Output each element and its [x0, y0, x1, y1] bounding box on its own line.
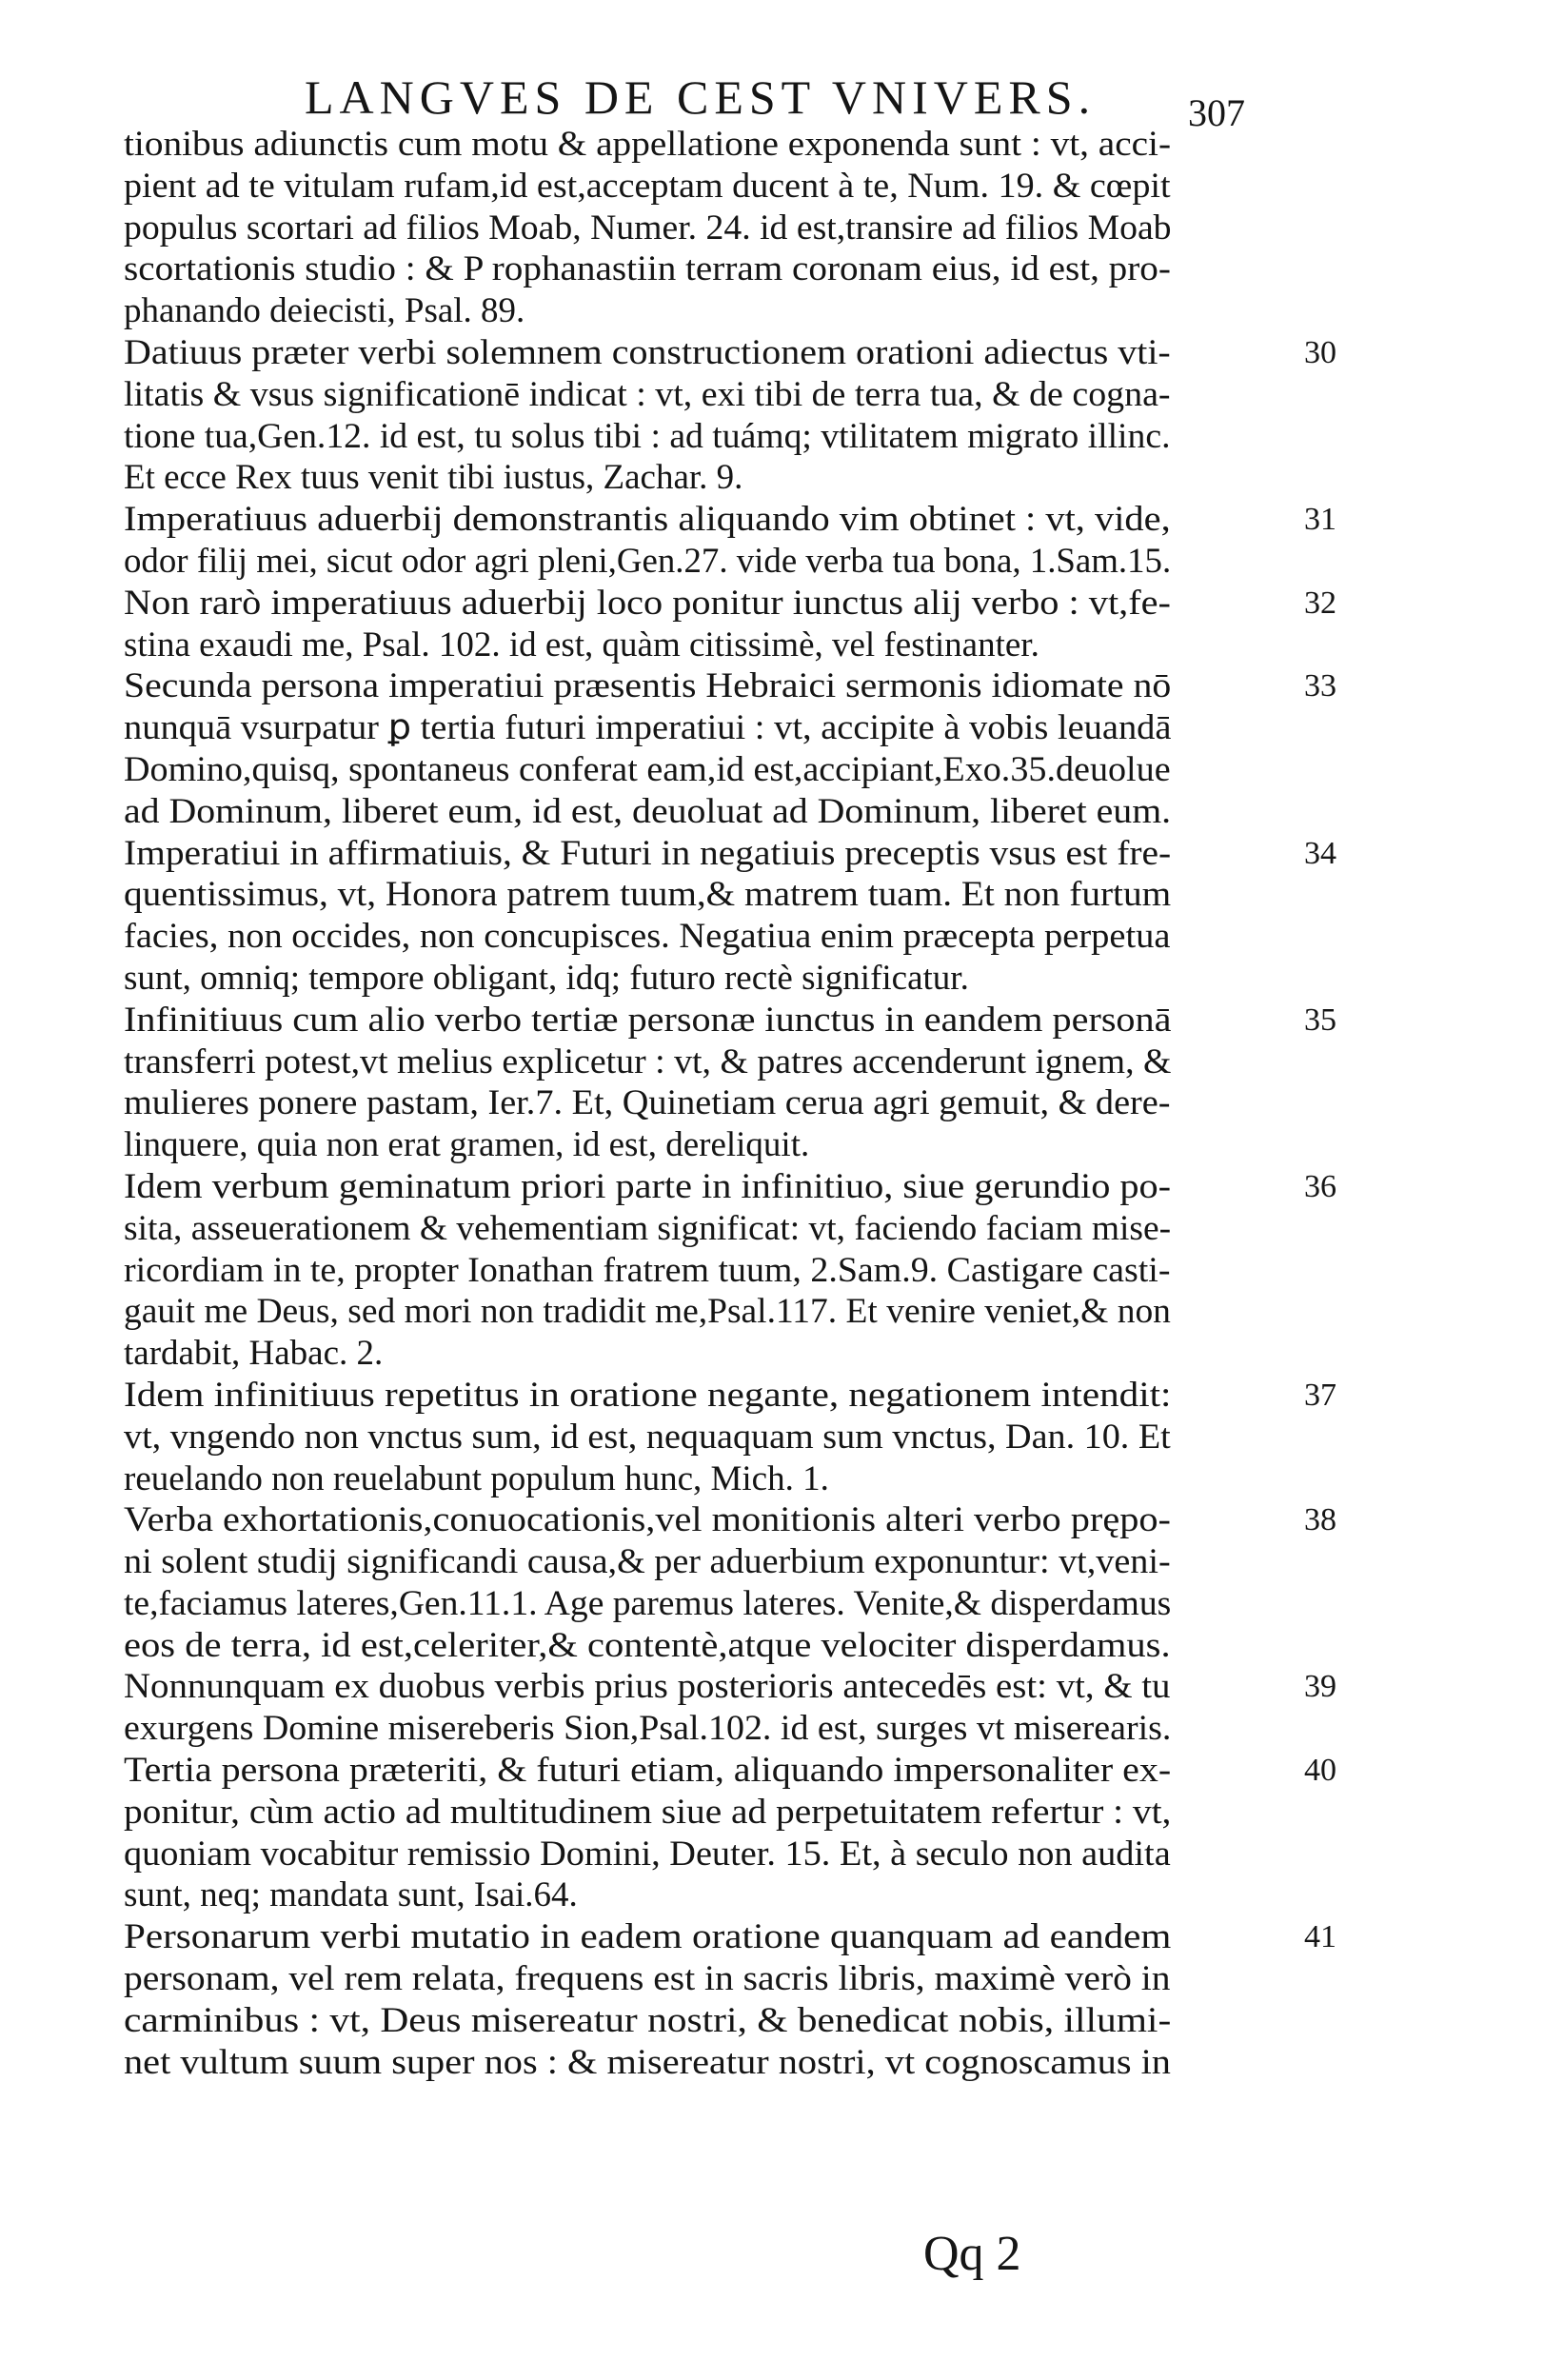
line-text: ni solent studij significandi causa,& per aduerbium exponuntur: vt,veni-: [124, 1542, 1171, 1582]
margin-number: 33: [1304, 668, 1336, 704]
margin-number: 41: [1304, 1919, 1336, 1955]
line-text: quentissimus, vt, Honora patrem tuum,& matrem tuam. Et non furtum: [124, 875, 1172, 915]
line-text: tione tua,Gen.12. id est, tu solus tibi : ad tuámq; vtilitatem migrato illinc.: [124, 416, 1171, 456]
text-line: [124, 1375, 1336, 1417]
text-line: [124, 1625, 1281, 1667]
text-line: [124, 707, 1281, 749]
line-text: facies, non occides, non concupisces. Negatiua enim præcepta perpetua: [124, 917, 1171, 957]
line-text: carminibus : vt, Deus misereatur nostri, & benedicat nobis, illumi-: [124, 2000, 1172, 2040]
text-line: [124, 1834, 1281, 1875]
text-line: [124, 625, 1281, 666]
running-head: LANGVES DE CEST VNIVERS.: [305, 70, 1097, 124]
text-line: [124, 1166, 1336, 1208]
text-line: [124, 1291, 1281, 1333]
line-text: Imperatiui in affirmatiuis, & Futuri in negatiuis preceptis vsus est fre-: [124, 833, 1172, 873]
text-line: [124, 1792, 1281, 1834]
text-line: [124, 1250, 1281, 1292]
text-line: [124, 1000, 1336, 1041]
text-line: [124, 2042, 1281, 2084]
text-line: [124, 332, 1336, 374]
margin-number: 34: [1304, 835, 1336, 871]
line-text: populus scortari ad filios Moab, Numer. 24. id est,transire ad filios Moab: [124, 208, 1172, 248]
line-text: reuelando non reuelabunt populum hunc, Mich. 1.: [124, 1458, 829, 1498]
page-number: 307: [1188, 91, 1245, 134]
line-text: sita, asseuerationem & vehementiam significat: vt, faciendo faciam mise-: [124, 1208, 1172, 1248]
line-text: Nonnunquam ex duobus verbis prius posterioris antecedēs est: vt, & tu: [124, 1667, 1171, 1707]
line-text: Non rarò imperatiuus aduerbij loco ponitur iunctus alij verbo : vt,fe-: [124, 583, 1171, 623]
margin-number: 35: [1304, 1002, 1336, 1038]
line-text: pient ad te vitulam rufam,id est,acceptam ducent à te, Num. 19. & cœpit: [124, 166, 1171, 206]
text-line: [124, 1541, 1281, 1583]
text-line: [124, 1666, 1336, 1708]
line-text: ponitur, cùm actio ad multitudinem siue ad perpetuitatem refertur : vt,: [124, 1792, 1172, 1832]
text-line: [124, 791, 1281, 833]
line-text: Datiuus præter verbi solemnem constructionem orationi adiectus vti-: [124, 332, 1171, 372]
margin-number: 30: [1304, 334, 1336, 370]
text-line: [124, 1208, 1281, 1250]
text-line: [124, 1750, 1336, 1792]
line-text: sunt, omniq; tempore obligant, idq; futuro rectè significatur.: [124, 958, 969, 998]
line-text: personam, vel rem relata, frequens est in sacris libris, maximè verò in: [124, 1959, 1171, 1999]
line-text: eos de terra, id est,celeriter,& contentè,atque velociter disperdamus.: [124, 1625, 1171, 1665]
line-text: net vultum suum super nos : & misereatur nostri, vt cognoscamus in: [124, 2042, 1171, 2082]
text-line: [124, 541, 1281, 583]
text-line: [124, 499, 1336, 541]
body-text: [124, 124, 1336, 2083]
line-text: gauit me Deus, sed mori non tradidit me,Psal.117. Et venire veniet,& non: [124, 1292, 1171, 1332]
line-text: te,faciamus lateres,Gen.11.1. Age paremus lateres. Venite,& disperdamus: [124, 1583, 1172, 1623]
margin-number: 39: [1304, 1669, 1336, 1705]
line-text: tardabit, Habac. 2.: [124, 1334, 384, 1374]
line-text: mulieres ponere pastam, Ier.7. Et, Quinetiam ceruа agri gemuit, & dere-: [124, 1083, 1171, 1123]
line-text: Et ecce Rex tuus venit tibi iustus, Zachar. 9.: [124, 458, 743, 498]
text-line: [124, 1082, 1281, 1124]
line-text: Tertia persona præteriti, & futuri etiam, aliquando impersonaliter ex-: [124, 1751, 1172, 1791]
line-text: nunquā vsurpatur ꝑ tertia futuri imperatiui : vt, accipite à vobis leuandā: [124, 708, 1172, 748]
text-line: [124, 583, 1336, 625]
text-line: [124, 874, 1281, 916]
line-text: tionibus adiunctis cum motu & appellatione exponenda sunt : vt, acci-: [124, 125, 1172, 164]
text-line: [124, 958, 1281, 1000]
margin-number: 38: [1304, 1502, 1336, 1538]
margin-number: 37: [1304, 1377, 1336, 1413]
text-line: [124, 1333, 1281, 1375]
line-text: Domino,quisq, spontaneus conferat eam,id est,accipiant,Exo.35.deuolue: [124, 749, 1171, 789]
line-text: scortationis studio : & P rophanastiin terram coronam eius, id est, pro-: [124, 249, 1171, 289]
line-text: vt, vngendo non vnctus sum, id est, nequaquam sum vnctus, Dan. 10. Et: [124, 1417, 1171, 1457]
text-line: [124, 1499, 1336, 1541]
text-line: [124, 833, 1336, 875]
line-text: Verba exhortationis,conuocationis,vel monitionis alteri verbo prępo-: [124, 1500, 1171, 1540]
text-line: [124, 2000, 1281, 2042]
margin-number: 40: [1304, 1753, 1336, 1789]
line-text: ricordiam in te, propter Ionathan fratrem tuum, 2.Sam.9. Castigare casti-: [124, 1250, 1171, 1290]
text-line: [124, 1417, 1281, 1458]
line-text: Idem infinitiuus repetitus in oratione negante, negationem intendit:: [124, 1375, 1172, 1415]
text-line: [124, 416, 1281, 458]
line-text: linquere, quia non erat gramen, id est, dereliquit.: [124, 1125, 810, 1165]
text-line: [124, 208, 1281, 249]
text-line: [124, 665, 1336, 707]
text-line: [124, 749, 1281, 791]
text-line: [124, 1958, 1281, 2000]
text-line: [124, 166, 1281, 208]
line-text: phanando deiecisti, Psal. 89.: [124, 291, 525, 331]
line-text: transferri potest,vt melius explicetur : vt, & patres accenderunt ignem, &: [124, 1041, 1172, 1081]
text-line: [124, 1124, 1281, 1166]
margin-number: 36: [1304, 1168, 1336, 1204]
line-text: stina exaudi me, Psal. 102. id est, quàm citissimè, vel festinanter.: [124, 625, 1039, 664]
text-line: [124, 916, 1281, 958]
signature-mark: Qq 2: [923, 2227, 1021, 2281]
margin-number: 32: [1304, 585, 1336, 621]
line-text: litatis & vsus significationē indicat : vt, exi tibi de terra tua, & de cogna-: [124, 374, 1171, 414]
text-line: [124, 1583, 1281, 1625]
line-text: Idem verbum geminatum priori parte in infinitiuo, siue gerundio po-: [124, 1166, 1172, 1206]
text-line: [124, 290, 1281, 332]
text-line: [124, 1458, 1281, 1500]
text-line: [124, 374, 1281, 416]
text-line: [124, 457, 1281, 499]
line-text: exurgens Domine misereberis Sion,Psal.102. id est, surges vt miserearis.: [124, 1709, 1172, 1749]
text-line: [124, 1708, 1281, 1750]
text-line: [124, 248, 1281, 290]
text-line: [124, 124, 1281, 166]
line-text: Infinitiuus cum alio verbo tertiæ personæ iunctus in eandem personā: [124, 1000, 1172, 1040]
line-text: quoniam vocabitur remissio Domini, Deuter. 15. Et, à seculo non audita: [124, 1834, 1171, 1874]
margin-number: 31: [1304, 502, 1336, 538]
line-text: Personarum verbi mutatio in eadem oratione quanquam ad eandem: [124, 1917, 1172, 1957]
text-line: [124, 1041, 1281, 1083]
line-text: odor filij mei, sicut odor agri pleni,Gen.27. vide verba tua bona, 1.Sam.15.: [124, 541, 1172, 581]
text-line: [124, 1874, 1281, 1916]
text-line: [124, 1916, 1336, 1958]
line-text: Imperatiuus aduerbij demonstrantis aliquando vim obtinet : vt, vide,: [124, 500, 1171, 540]
line-text: sunt, neq; mandata sunt, Isai.64.: [124, 1875, 578, 1915]
line-text: ad Dominum, liberet eum, id est, deuoluat ad Dominum, liberet eum.: [124, 791, 1172, 831]
line-text: Secunda persona imperatiui præsentis Hebraici sermonis idiomate nō: [124, 666, 1172, 706]
